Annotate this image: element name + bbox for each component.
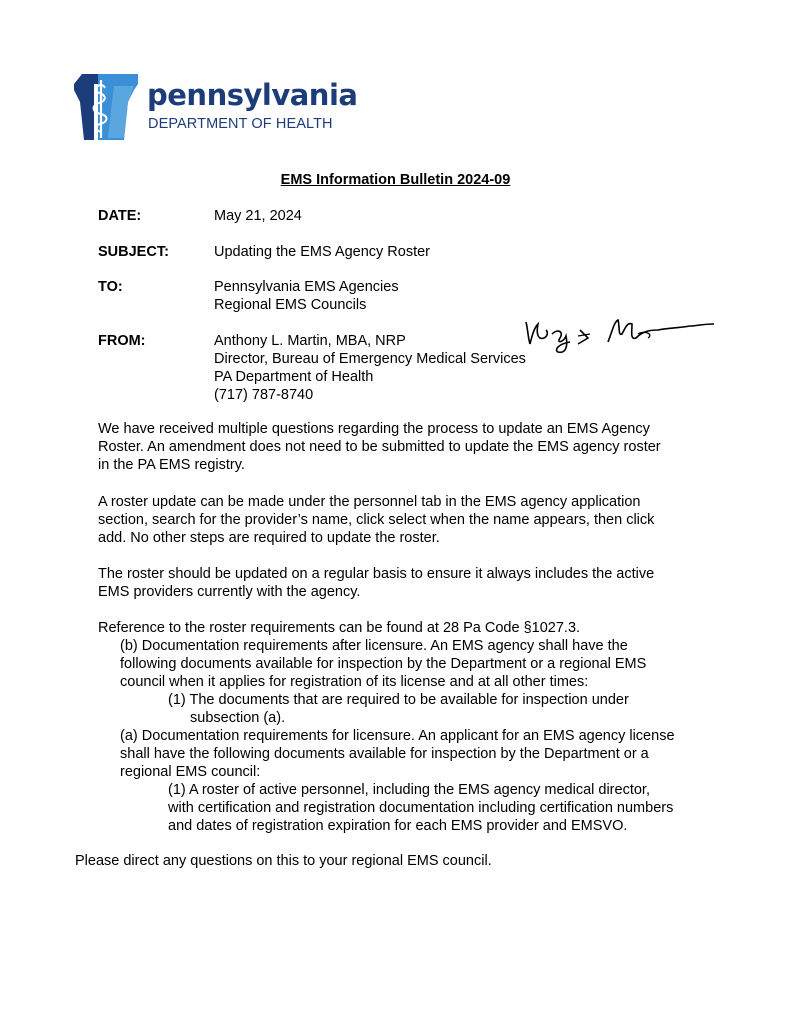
signature-image — [518, 312, 718, 356]
date-value: May 21, 2024 — [214, 208, 302, 224]
section-a-item-1 — [98, 781, 728, 835]
paragraph-line: The roster should be updated on a regular basis to ensure it always includes the active — [98, 566, 655, 582]
section-b — [98, 637, 728, 691]
paragraph-line: and dates of registration expiration for each EMS provider and EMSVO. — [168, 818, 628, 834]
paragraph-line: section, search for the provider’s name, click select when the name appears, then click — [98, 512, 655, 528]
reference-intro: Reference to the roster requirements can be found at 28 Pa Code §1027.3. — [98, 620, 581, 636]
to-recipients — [214, 278, 399, 314]
paragraph-line: EMS providers currently with the agency. — [98, 584, 361, 600]
section-b-item-1 — [98, 691, 728, 727]
logo-department: DEPARTMENT OF HEALTH — [148, 116, 333, 132]
pa-health-logo — [74, 72, 358, 144]
from-line: Anthony L. Martin, MBA, NRP — [214, 333, 406, 349]
bulletin-title: EMS Information Bulletin 2024-09 — [280, 172, 511, 188]
to-label: TO: — [98, 279, 123, 295]
paragraph-line: A roster update can be made under the personnel tab in the EMS agency application — [98, 494, 641, 510]
from-line: Director, Bureau of Emergency Medical Services — [214, 351, 526, 367]
paragraph-line: council when it applies for registration of its license and at all other times: — [120, 674, 589, 690]
logo-wordmark: pennsylvania — [147, 78, 358, 112]
section-a — [98, 727, 728, 781]
paragraph-reference — [98, 619, 728, 835]
closing-line: Please direct any questions on this to your regional EMS council. — [75, 853, 492, 869]
paragraph-roster-update-steps — [98, 493, 728, 547]
subject-label: SUBJECT: — [98, 244, 169, 260]
to-line: Regional EMS Councils — [214, 297, 367, 313]
paragraph-line: with certification and registration documentation including certification numbers — [168, 800, 674, 816]
paragraph-regular-updates — [98, 565, 728, 601]
date-label: DATE: — [98, 208, 142, 224]
from-line: (717) 787-8740 — [214, 387, 314, 403]
from-sender — [214, 332, 526, 404]
paragraph-line: We have received multiple questions regarding the process to update an EMS Agency — [98, 421, 650, 437]
paragraph-line: (b) Documentation requirements after licensure. An EMS agency shall have the — [120, 638, 628, 654]
paragraph-line: shall have the following documents available for inspection by the Department or a — [120, 746, 649, 762]
paragraph-line: (1) The documents that are required to be available for inspection under — [168, 692, 629, 708]
from-label: FROM: — [98, 333, 146, 349]
paragraph-roster-questions — [98, 420, 728, 474]
paragraph-line: (1) A roster of active personnel, including the EMS agency medical director, — [168, 782, 650, 798]
keystone-emblem-icon — [74, 72, 140, 142]
paragraph-line: following documents available for inspection by the Department or a regional EMS — [120, 656, 647, 672]
from-line: PA Department of Health — [214, 369, 374, 385]
to-line: Pennsylvania EMS Agencies — [214, 279, 399, 295]
paragraph-line: subsection (a). — [190, 710, 286, 726]
paragraph-line: in the PA EMS registry. — [98, 457, 245, 473]
paragraph-line: (a) Documentation requirements for licensure. An applicant for an EMS agency license — [120, 728, 675, 744]
paragraph-line: regional EMS council: — [120, 764, 261, 780]
subject-value: Updating the EMS Agency Roster — [214, 244, 431, 260]
paragraph-line: Roster. An amendment does not need to be submitted to update the EMS agency roster — [98, 439, 661, 455]
paragraph-line: add. No other steps are required to update the roster. — [98, 530, 440, 546]
